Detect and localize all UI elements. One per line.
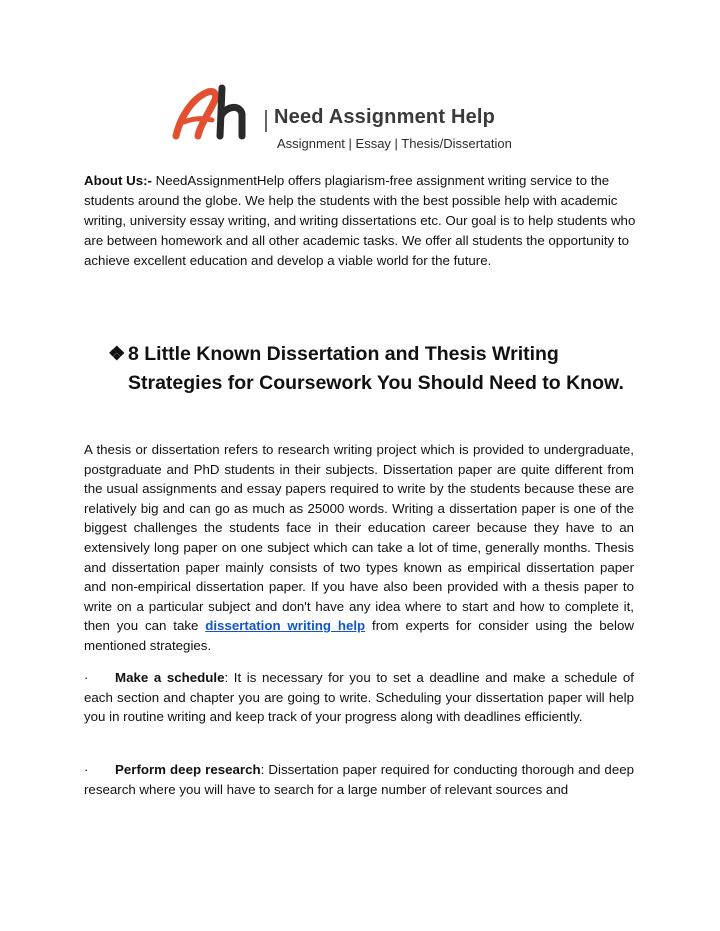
about-us-label: About Us:- bbox=[84, 173, 152, 188]
logo-tagline: Assignment | Essay | Thesis/Dissertation bbox=[277, 136, 512, 151]
logo-title: Need Assignment Help bbox=[274, 106, 496, 128]
dissertation-writing-help-link[interactable]: dissertation writing help bbox=[205, 618, 366, 634]
article-heading-text: 8 Little Known Dissertation and Thesis Writing Strategies for Coursework You Should Need to Know. bbox=[128, 343, 624, 394]
intro-text: A thesis or dissertation refers to research writing project which is provided to undergraduate, postgraduate and PhD students in their subjects. Dissertation paper are quite different from the usual assignments and essay papers required to write by the students because these are relatively big and can go as much as 25000 words. Writing a dissertation paper is one of the biggest challenges the students face in their education career because they have to an extensively long paper on one subject which can take a lot of time, generally months. Thesis and dissertation paper mainly consists of two types known as empirical dissertation paper and non-empirical dissertation paper. If you have also been provided with a thesis paper to write on a particular subject and don't have any idea where to start and how to complete it, then you can take bbox=[84, 442, 634, 634]
bullet-item bbox=[84, 668, 634, 727]
bullet-text: : It is necessary for you to set a deadline and make a schedule of each section and chapter you are going to write. Scheduling your dissertation paper will help you in routine writing and keep track of your progress along with deadlines efficiently. bbox=[84, 670, 634, 725]
bullet-marker: · bbox=[84, 670, 89, 685]
intro-text-end: from experts for consider using the below mentioned strategies. bbox=[84, 618, 635, 653]
brand-logo bbox=[170, 78, 565, 158]
logo-divider bbox=[265, 110, 267, 132]
bullet-title: Perform deep research bbox=[115, 762, 261, 777]
bullet-title: Make a schedule bbox=[115, 670, 225, 685]
about-us-paragraph bbox=[84, 171, 644, 271]
article-heading bbox=[108, 340, 628, 398]
ah-logo-mark-icon bbox=[170, 78, 265, 158]
bullet-item bbox=[84, 760, 634, 799]
bullet-marker: · bbox=[84, 762, 89, 777]
about-us-text: NeedAssignmentHelp offers plagiarism-free assignment writing service to the students around the globe. We help the students with the best possible help with academic writing, university essay writing, and writing dissertations etc. Our goal is to help students who are between homework and all other academic tasks. We offer all students the opportunity to achieve excellent education and develop a viable world for the future. bbox=[84, 173, 636, 268]
diamond-bullet-icon: ❖ bbox=[108, 343, 126, 365]
intro-paragraph bbox=[84, 440, 634, 656]
bullet-text: : Dissertation paper required for conducting thorough and deep research where you will have to search for a large number of relevant sources and bbox=[84, 762, 635, 797]
